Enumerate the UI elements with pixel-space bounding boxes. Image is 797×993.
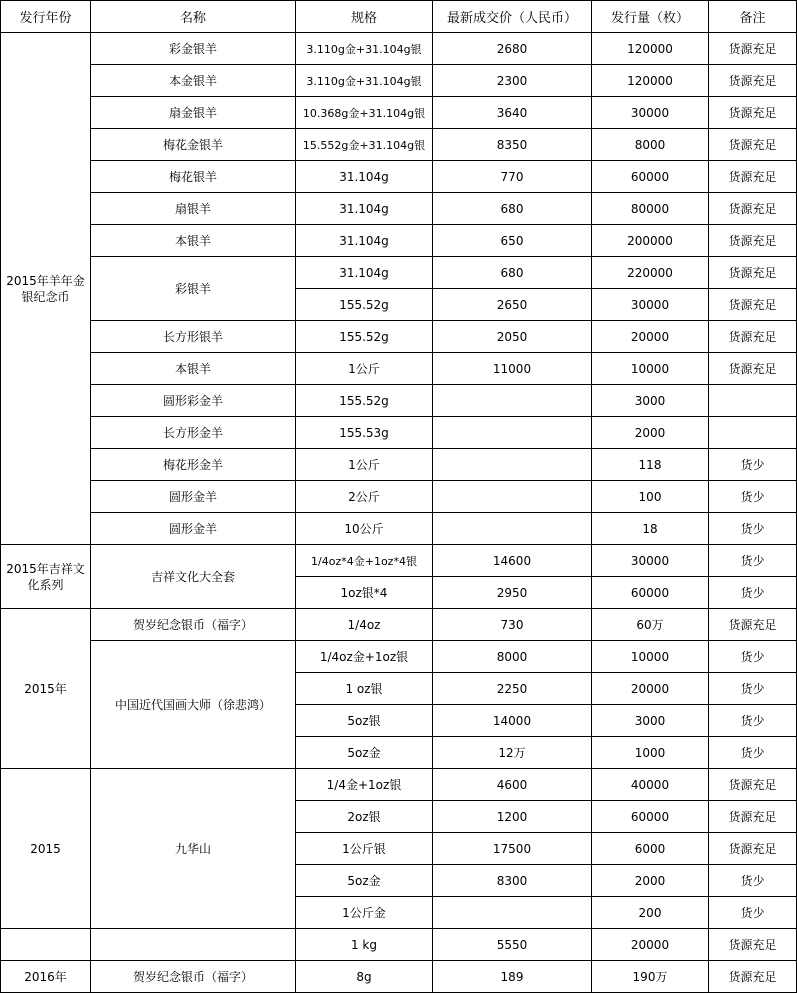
quantity-cell: 20000 (592, 929, 709, 961)
note-cell: 货源充足 (709, 609, 797, 641)
spec-cell: 1/4oz (296, 609, 433, 641)
note-cell: 货源充足 (709, 161, 797, 193)
spec-cell: 31.104g (296, 161, 433, 193)
spec-cell: 10公斤 (296, 513, 433, 545)
name-cell (91, 929, 296, 961)
spec-cell: 10.368g金+31.104g银 (296, 97, 433, 129)
spec-cell: 1 kg (296, 929, 433, 961)
quantity-cell: 3000 (592, 705, 709, 737)
price-cell: 2250 (433, 673, 592, 705)
header-spec: 规格 (296, 1, 433, 33)
price-cell: 2680 (433, 33, 592, 65)
name-cell: 贺岁纪念银币（福字） (91, 961, 296, 993)
spec-cell: 1/4oz金+1oz银 (296, 641, 433, 673)
price-cell: 17500 (433, 833, 592, 865)
note-cell (709, 385, 797, 417)
note-cell: 货少 (709, 865, 797, 897)
spec-cell: 2公斤 (296, 481, 433, 513)
spec-cell: 5oz银 (296, 705, 433, 737)
name-cell: 贺岁纪念银币（福字） (91, 609, 296, 641)
spec-cell: 3.110g金+31.104g银 (296, 65, 433, 97)
price-cell: 1200 (433, 801, 592, 833)
spec-cell: 15.552g金+31.104g银 (296, 129, 433, 161)
table-row (1, 929, 797, 961)
price-cell: 12万 (433, 737, 592, 769)
price-cell: 8300 (433, 865, 592, 897)
header-year: 发行年份 (1, 1, 91, 33)
table-row (1, 161, 797, 193)
table-row (1, 769, 797, 801)
name-cell: 中国近代国画大师（徐悲鸿） (91, 641, 296, 769)
table-row (1, 225, 797, 257)
year-cell: 2015 (1, 769, 91, 929)
header-note: 备注 (709, 1, 797, 33)
year-cell: 2015年吉祥文化系列 (1, 545, 91, 609)
quantity-cell: 120000 (592, 33, 709, 65)
header-quantity: 发行量（枚） (592, 1, 709, 33)
header-name: 名称 (91, 1, 296, 33)
name-cell: 九华山 (91, 769, 296, 929)
table-row (1, 961, 797, 993)
price-cell: 770 (433, 161, 592, 193)
quantity-cell: 2000 (592, 865, 709, 897)
price-cell: 14600 (433, 545, 592, 577)
name-cell: 梅花金银羊 (91, 129, 296, 161)
note-cell: 货少 (709, 481, 797, 513)
quantity-cell: 220000 (592, 257, 709, 289)
price-cell: 8000 (433, 641, 592, 673)
quantity-cell: 30000 (592, 545, 709, 577)
spec-cell: 155.52g (296, 289, 433, 321)
table-row (1, 257, 797, 289)
spec-cell: 8g (296, 961, 433, 993)
price-cell: 5550 (433, 929, 592, 961)
quantity-cell: 20000 (592, 673, 709, 705)
table-row (1, 545, 797, 577)
price-cell: 2300 (433, 65, 592, 97)
note-cell: 货少 (709, 449, 797, 481)
table-row (1, 321, 797, 353)
note-cell: 货少 (709, 897, 797, 929)
price-cell (433, 385, 592, 417)
spec-cell: 2oz银 (296, 801, 433, 833)
table-row (1, 385, 797, 417)
table-row (1, 129, 797, 161)
price-cell: 730 (433, 609, 592, 641)
quantity-cell: 8000 (592, 129, 709, 161)
note-cell: 货源充足 (709, 129, 797, 161)
price-cell: 680 (433, 257, 592, 289)
quantity-cell: 200000 (592, 225, 709, 257)
table-row (1, 609, 797, 641)
table-row (1, 449, 797, 481)
note-cell: 货源充足 (709, 97, 797, 129)
spec-cell: 1/4金+1oz银 (296, 769, 433, 801)
price-cell: 2050 (433, 321, 592, 353)
price-cell: 14000 (433, 705, 592, 737)
name-cell: 扇银羊 (91, 193, 296, 225)
price-cell: 650 (433, 225, 592, 257)
quantity-cell: 60000 (592, 577, 709, 609)
quantity-cell: 200 (592, 897, 709, 929)
quantity-cell: 18 (592, 513, 709, 545)
spec-cell: 1 oz银 (296, 673, 433, 705)
quantity-cell: 118 (592, 449, 709, 481)
note-cell: 货少 (709, 577, 797, 609)
note-cell: 货少 (709, 641, 797, 673)
quantity-cell: 20000 (592, 321, 709, 353)
quantity-cell: 3000 (592, 385, 709, 417)
price-cell: 189 (433, 961, 592, 993)
name-cell: 梅花银羊 (91, 161, 296, 193)
header-row (1, 1, 797, 33)
spec-cell: 155.53g (296, 417, 433, 449)
price-cell: 2650 (433, 289, 592, 321)
spec-cell: 1/4oz*4金+1oz*4银 (296, 545, 433, 577)
name-cell: 彩银羊 (91, 257, 296, 321)
quantity-cell: 30000 (592, 289, 709, 321)
note-cell: 货源充足 (709, 33, 797, 65)
note-cell: 货源充足 (709, 193, 797, 225)
price-cell (433, 449, 592, 481)
quantity-cell: 10000 (592, 641, 709, 673)
name-cell: 圆形彩金羊 (91, 385, 296, 417)
table-row (1, 417, 797, 449)
year-cell: 2016年 (1, 961, 91, 993)
quantity-cell: 30000 (592, 97, 709, 129)
note-cell: 货源充足 (709, 961, 797, 993)
spec-cell: 1公斤金 (296, 897, 433, 929)
note-cell: 货源充足 (709, 65, 797, 97)
name-cell: 本金银羊 (91, 65, 296, 97)
quantity-cell: 190万 (592, 961, 709, 993)
name-cell: 本银羊 (91, 225, 296, 257)
note-cell: 货源充足 (709, 833, 797, 865)
note-cell (709, 417, 797, 449)
table-row (1, 65, 797, 97)
name-cell: 长方形银羊 (91, 321, 296, 353)
note-cell: 货源充足 (709, 769, 797, 801)
name-cell: 吉祥文化大全套 (91, 545, 296, 609)
price-cell: 2950 (433, 577, 592, 609)
price-cell (433, 417, 592, 449)
price-cell (433, 513, 592, 545)
year-cell (1, 929, 91, 961)
spec-cell: 31.104g (296, 225, 433, 257)
quantity-cell: 80000 (592, 193, 709, 225)
note-cell: 货源充足 (709, 801, 797, 833)
price-cell: 4600 (433, 769, 592, 801)
spec-cell: 5oz金 (296, 865, 433, 897)
spec-cell: 1公斤 (296, 353, 433, 385)
table-row (1, 33, 797, 65)
name-cell: 本银羊 (91, 353, 296, 385)
quantity-cell: 100 (592, 481, 709, 513)
quantity-cell: 120000 (592, 65, 709, 97)
table-row (1, 481, 797, 513)
spec-cell: 31.104g (296, 193, 433, 225)
name-cell: 长方形金羊 (91, 417, 296, 449)
note-cell: 货源充足 (709, 321, 797, 353)
price-cell (433, 897, 592, 929)
note-cell: 货源充足 (709, 225, 797, 257)
spec-cell: 3.110g金+31.104g银 (296, 33, 433, 65)
year-cell: 2015年 (1, 609, 91, 769)
table-row (1, 193, 797, 225)
note-cell: 货少 (709, 545, 797, 577)
note-cell: 货少 (709, 705, 797, 737)
name-cell: 扇金银羊 (91, 97, 296, 129)
table-row (1, 97, 797, 129)
price-cell: 11000 (433, 353, 592, 385)
spec-cell: 155.52g (296, 321, 433, 353)
table-row (1, 513, 797, 545)
quantity-cell: 1000 (592, 737, 709, 769)
name-cell: 圆形金羊 (91, 513, 296, 545)
quantity-cell: 60000 (592, 801, 709, 833)
spec-cell: 1oz银*4 (296, 577, 433, 609)
note-cell: 货少 (709, 673, 797, 705)
spec-cell: 31.104g (296, 257, 433, 289)
price-cell (433, 481, 592, 513)
note-cell: 货少 (709, 737, 797, 769)
quantity-cell: 40000 (592, 769, 709, 801)
name-cell: 梅花形金羊 (91, 449, 296, 481)
quantity-cell: 6000 (592, 833, 709, 865)
note-cell: 货源充足 (709, 257, 797, 289)
price-cell: 680 (433, 193, 592, 225)
note-cell: 货源充足 (709, 929, 797, 961)
name-cell: 圆形金羊 (91, 481, 296, 513)
quantity-cell: 10000 (592, 353, 709, 385)
note-cell: 货源充足 (709, 289, 797, 321)
spec-cell: 1公斤银 (296, 833, 433, 865)
spec-cell: 1公斤 (296, 449, 433, 481)
header-price: 最新成交价（人民币） (433, 1, 592, 33)
price-cell: 3640 (433, 97, 592, 129)
price-cell: 8350 (433, 129, 592, 161)
name-cell: 彩金银羊 (91, 33, 296, 65)
table-row (1, 353, 797, 385)
spec-cell: 155.52g (296, 385, 433, 417)
note-cell: 货源充足 (709, 353, 797, 385)
note-cell: 货少 (709, 513, 797, 545)
quantity-cell: 60000 (592, 161, 709, 193)
quantity-cell: 2000 (592, 417, 709, 449)
quantity-cell: 60万 (592, 609, 709, 641)
table-row (1, 641, 797, 673)
year-cell: 2015年羊年金银纪念币 (1, 33, 91, 545)
spec-cell: 5oz金 (296, 737, 433, 769)
